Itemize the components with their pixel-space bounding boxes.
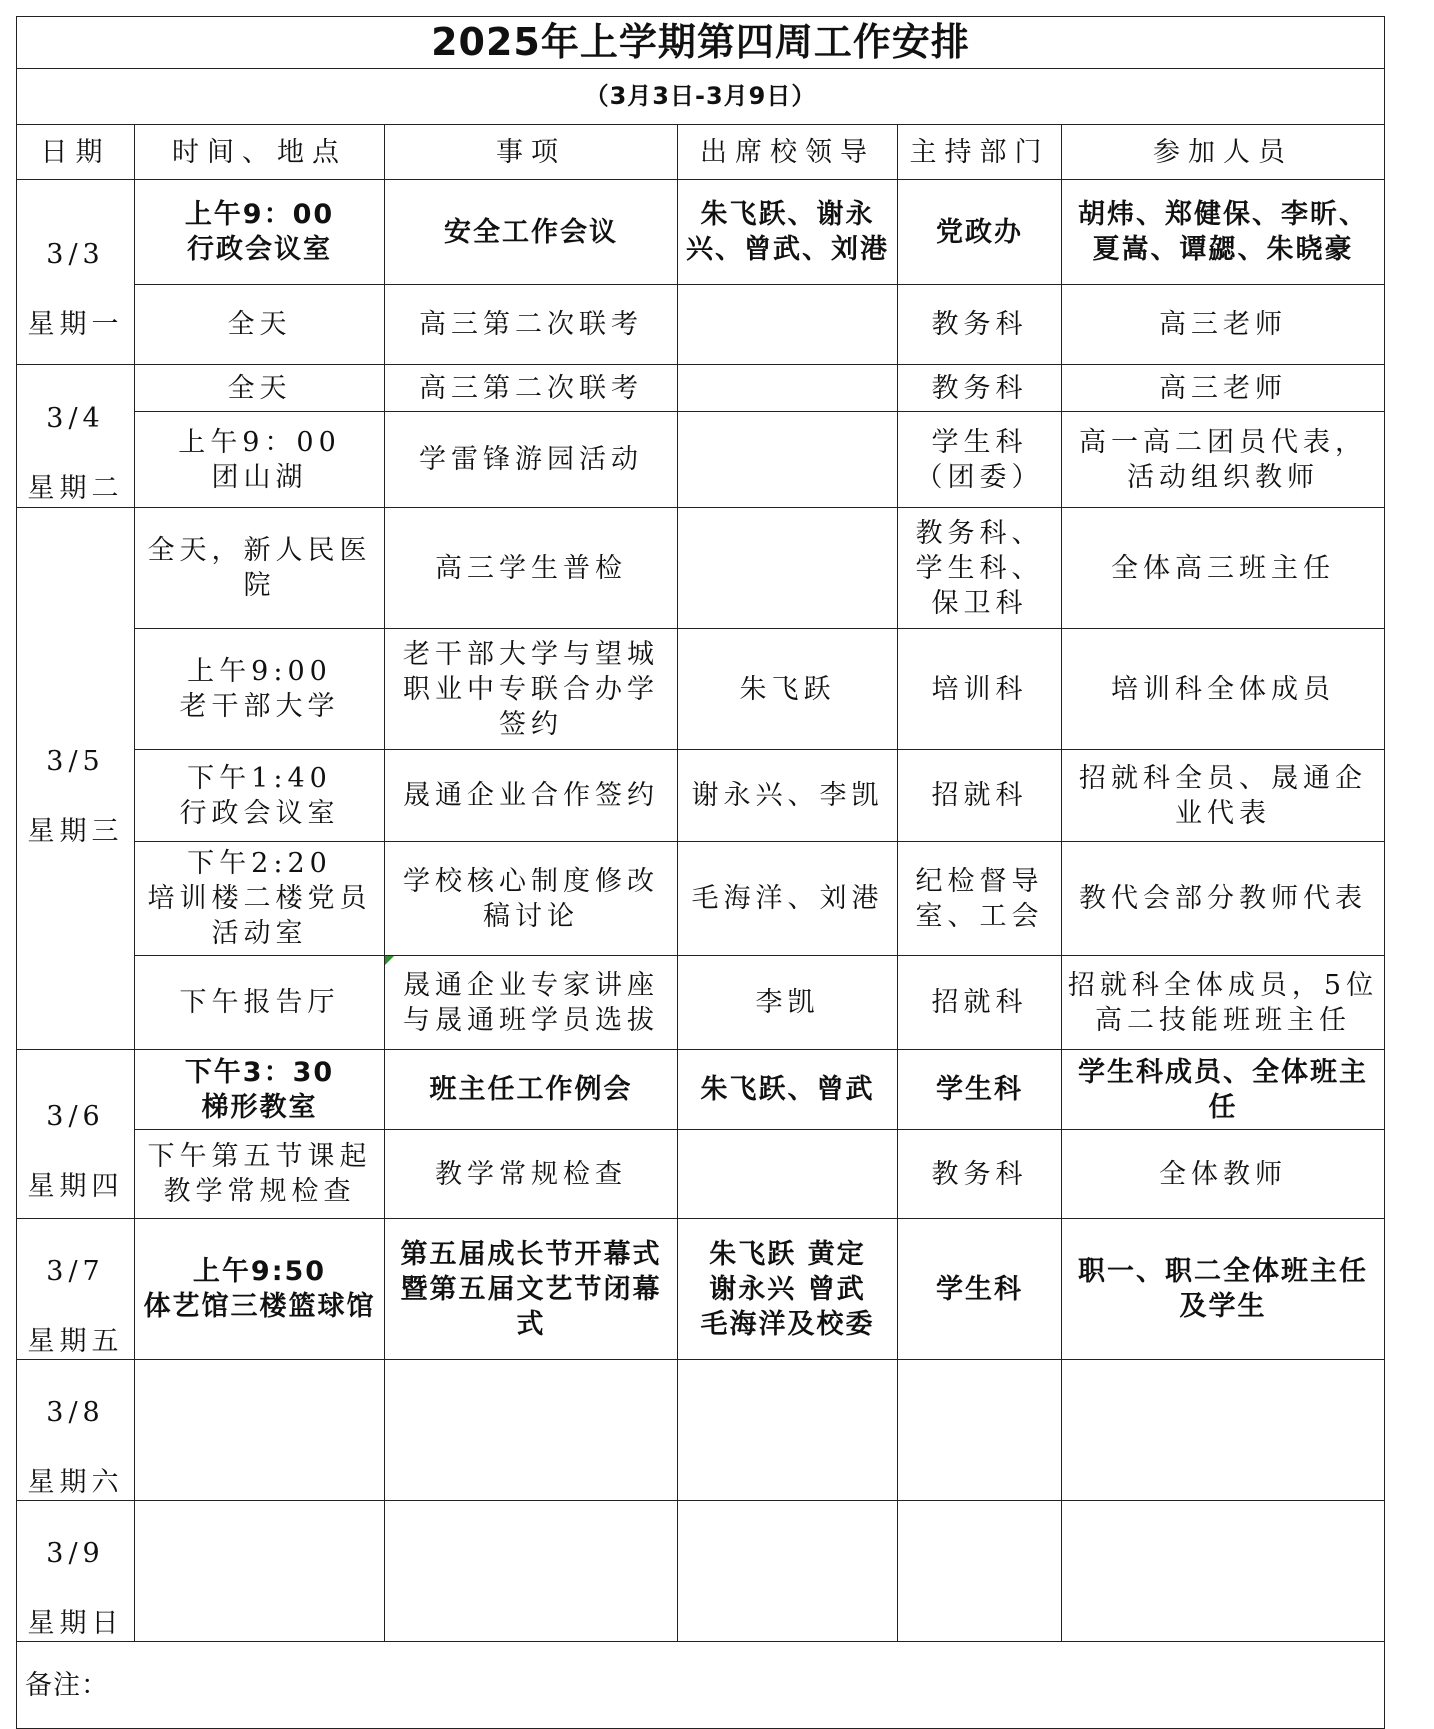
item-cell: 高三第二次联考 [385,365,678,412]
day-weekday: 星期四 [27,1171,124,1202]
table-row [17,842,1385,956]
remarks: 备注： [17,1642,1385,1729]
attendees-cell: 高三老师 [1062,285,1385,365]
item-cell: 晟通企业专家讲座与晟通班学员选拔 [385,956,678,1050]
header-leaders: 出席校领导 [678,125,898,180]
day-weekday: 星期三 [27,815,124,847]
table-row [17,956,1385,1050]
attendees-cell: 全体高三班主任 [1062,508,1385,629]
time-place-cell: 全天，新人民医院 [135,508,385,629]
leaders-cell [678,412,898,508]
attendees-cell: 学生科成员、全体班主任 [1062,1050,1385,1130]
leaders-cell [678,508,898,629]
item-cell: 学雷锋游园活动 [385,412,678,508]
day-weekday: 星期六 [27,1467,124,1498]
empty-cell [385,1501,678,1642]
day-cell [17,1360,135,1501]
day-cell [17,1501,135,1642]
table-row [17,1360,1385,1501]
empty-cell [385,1360,678,1501]
item-cell: 高三第二次联考 [385,285,678,365]
table-row [17,365,1385,412]
table-row [17,1050,1385,1130]
leaders-cell [678,285,898,365]
table-row [17,750,1385,842]
time-place-cell: 下午第五节课起教学常规检查 [135,1130,385,1219]
day-weekday: 星期五 [27,1326,124,1357]
time-place-cell: 上午9：00 团山湖 [135,412,385,508]
leaders-cell [678,365,898,412]
day-cell [17,365,135,508]
leaders-cell: 朱飞跃 [678,629,898,750]
time-place-cell: 上午9：00 行政会议室 [135,180,385,285]
item-cell: 安全工作会议 [385,180,678,285]
leaders-cell: 朱飞跃、谢永兴、曾武、刘港 [678,180,898,285]
day-cell [17,1219,135,1360]
item-cell: 晟通企业合作签约 [385,750,678,842]
day-date: 3/7 [46,1256,105,1287]
day-weekday: 星期一 [27,309,124,340]
date-range: （3月3日-3月9日） [17,69,1385,125]
dept-cell: 学生科 [898,1219,1062,1360]
time-place-cell: 全天 [135,365,385,412]
day-date: 3/8 [46,1397,105,1428]
header-dept: 主持部门 [898,125,1062,180]
dept-cell: 培训科 [898,629,1062,750]
leaders-cell: 毛海洋、刘港 [678,842,898,956]
header-item: 事项 [385,125,678,180]
empty-cell [678,1501,898,1642]
time-place-cell: 全天 [135,285,385,365]
table-row [17,285,1385,365]
dept-cell: 教务科 [898,1130,1062,1219]
table-row [17,508,1385,629]
time-place-cell: 下午报告厅 [135,956,385,1050]
item-cell: 教学常规检查 [385,1130,678,1219]
attendees-cell: 培训科全体成员 [1062,629,1385,750]
attendees-cell: 高三老师 [1062,365,1385,412]
day-date: 3/6 [46,1101,105,1132]
item-cell: 学校核心制度修改稿讨论 [385,842,678,956]
day-date: 3/9 [46,1538,105,1569]
day-cell [17,180,135,365]
day-date: 3/4 [46,403,105,434]
item-cell: 第五届成长节开幕式暨第五届文艺节闭幕式 [385,1219,678,1360]
dept-cell: 学生科 [898,1050,1062,1130]
empty-cell [135,1360,385,1501]
header-row [17,125,1385,180]
empty-cell [678,1360,898,1501]
attendees-cell: 全体教师 [1062,1130,1385,1219]
table-row [17,629,1385,750]
time-place-cell: 上午9:50 体艺馆三楼篮球馆 [135,1219,385,1360]
item-cell: 高三学生普检 [385,508,678,629]
empty-cell [1062,1501,1385,1642]
attendees-cell: 教代会部分教师代表 [1062,842,1385,956]
item-cell: 班主任工作例会 [385,1050,678,1130]
day-date: 3/5 [46,745,105,777]
day-weekday: 星期二 [27,473,124,504]
table-row [17,180,1385,285]
table-row [17,1219,1385,1360]
dept-cell: 党政办 [898,180,1062,285]
attendees-cell: 招就科全员、晟通企业代表 [1062,750,1385,842]
header-time-place: 时间、地点 [135,125,385,180]
leaders-cell: 朱飞跃 黄定 谢永兴 曾武 毛海洋及校委 [678,1219,898,1360]
dept-cell: 学生科 （团委） [898,412,1062,508]
day-date: 3/3 [46,239,105,270]
day-cell [17,508,135,1050]
dept-cell: 教务科 [898,285,1062,365]
leaders-cell [678,1130,898,1219]
page-title: 2025年上学期第四周工作安排 [17,17,1385,69]
time-place-cell: 下午3：30 梯形教室 [135,1050,385,1130]
attendees-cell: 招就科全体成员，5位高二技能班班主任 [1062,956,1385,1050]
leaders-cell: 谢永兴、李凯 [678,750,898,842]
dept-cell: 招就科 [898,956,1062,1050]
schedule-table [16,16,1385,1729]
empty-cell [135,1501,385,1642]
dept-cell: 招就科 [898,750,1062,842]
attendees-cell: 胡炜、郑健保、李昕、夏嵩、谭勰、朱晓豪 [1062,180,1385,285]
empty-cell [898,1501,1062,1642]
header-attendees: 参加人员 [1062,125,1385,180]
day-cell [17,1050,135,1219]
day-weekday: 星期日 [27,1608,124,1639]
dept-cell: 教务科 [898,365,1062,412]
leaders-cell: 李凯 [678,956,898,1050]
attendees-cell: 职一、职二全体班主任及学生 [1062,1219,1385,1360]
table-row [17,1501,1385,1642]
dept-cell: 教务科、学生科、保卫科 [898,508,1062,629]
header-date: 日期 [17,125,135,180]
leaders-cell: 朱飞跃、曾武 [678,1050,898,1130]
table-row [17,412,1385,508]
table-row [17,1130,1385,1219]
dept-cell: 纪检督导室、工会 [898,842,1062,956]
empty-cell [898,1360,1062,1501]
time-place-cell: 下午2:20 培训楼二楼党员活动室 [135,842,385,956]
attendees-cell: 高一高二团员代表，活动组织教师 [1062,412,1385,508]
time-place-cell: 上午9:00 老干部大学 [135,629,385,750]
time-place-cell: 下午1:40 行政会议室 [135,750,385,842]
empty-cell [1062,1360,1385,1501]
item-cell: 老干部大学与望城职业中专联合办学签约 [385,629,678,750]
